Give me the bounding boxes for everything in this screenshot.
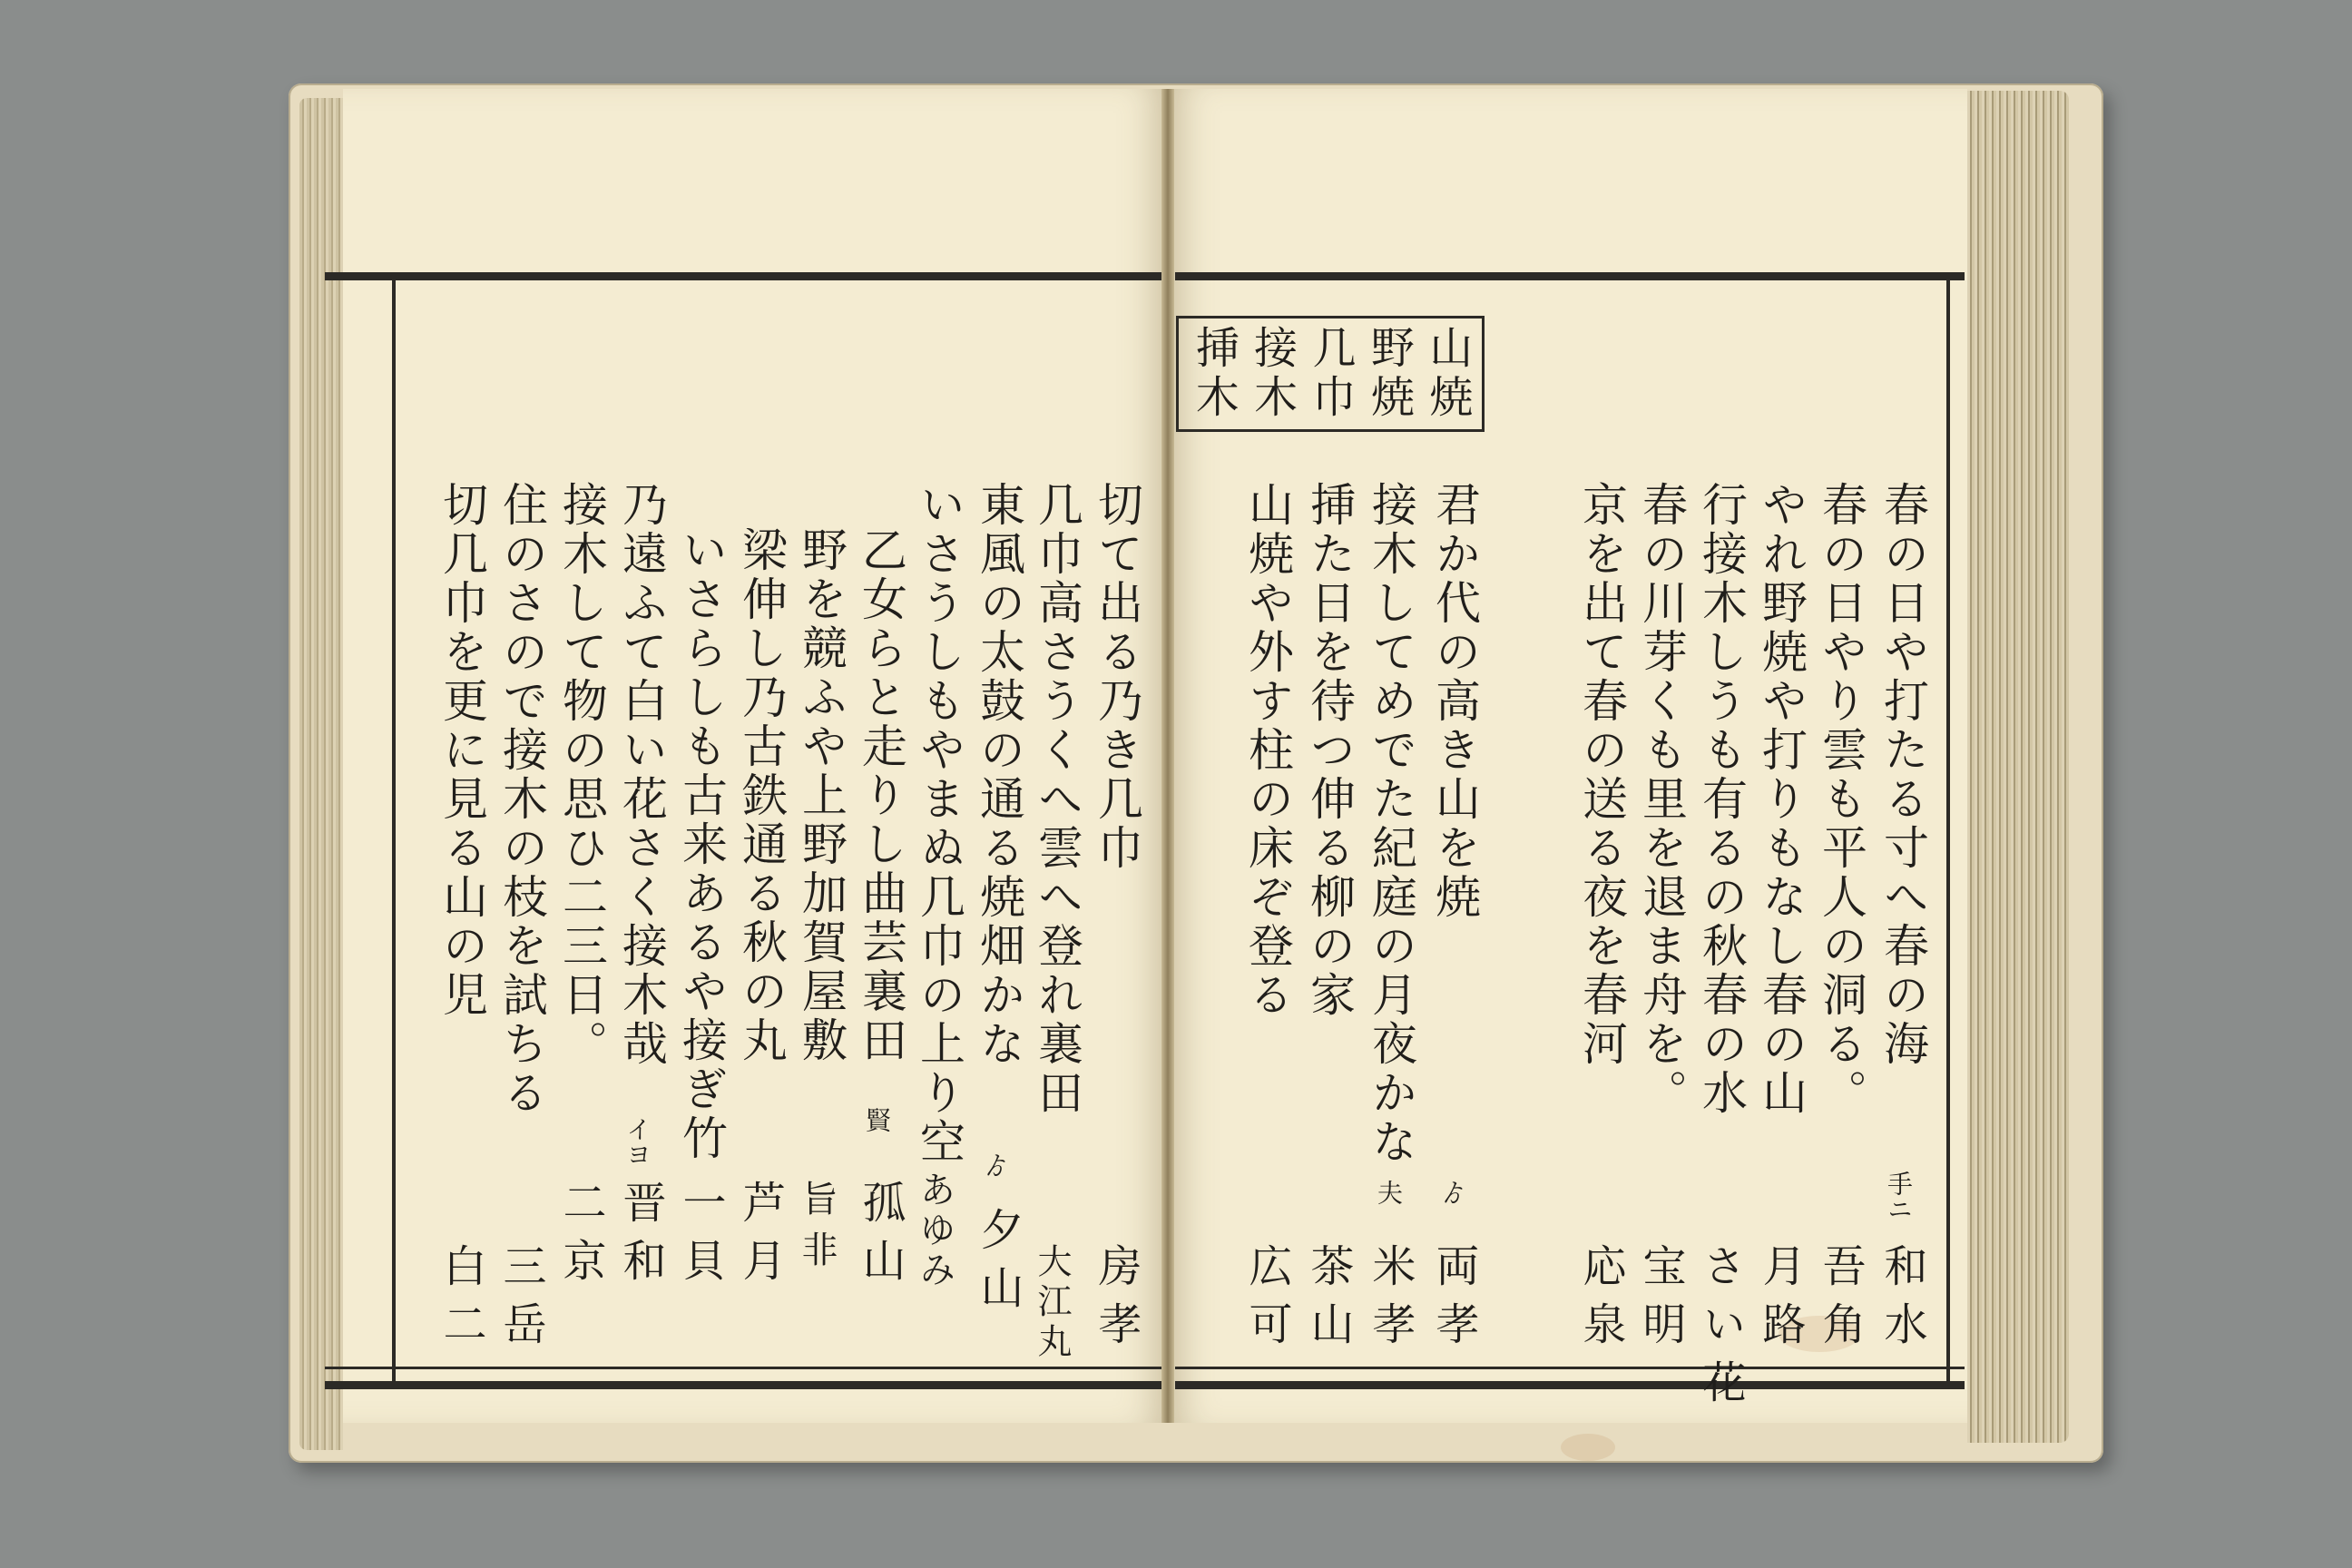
verse: 梁伸し乃古鉄通る秋の丸	[735, 526, 788, 1065]
verse: 東風の太鼓の通る焼畑かな	[973, 481, 1025, 1069]
frame-rule	[325, 1381, 1161, 1389]
verse: 切几巾を更に見る山の児	[436, 481, 488, 1020]
verse-author: 二京	[555, 1180, 606, 1296]
verse: 行接木しうも有るの秋春の水	[1695, 481, 1748, 1118]
verse: 山焼や外す柱の床ぞ登る	[1241, 481, 1294, 1020]
verse-prefix: ゟ	[1437, 1180, 1467, 1205]
frame-rule	[392, 279, 396, 1381]
verse: 接木して物の思ひ二三日。	[555, 481, 608, 1069]
frame-rule	[1175, 1381, 1965, 1389]
verse-prefix: 手ニ	[1884, 1171, 1914, 1221]
verse-author: 晋和	[615, 1180, 666, 1296]
verse-author: 孤山	[855, 1180, 906, 1296]
verse: 乙女らと走りし曲芸裏田	[855, 526, 907, 1065]
title-item: 几巾	[1304, 325, 1356, 423]
title-item: 山焼	[1421, 325, 1473, 423]
verse: 野を競ふや上野加賀屋敷	[795, 526, 848, 1065]
left-fore-edge	[299, 98, 343, 1450]
verse-author: あゆみ	[914, 1171, 956, 1290]
verse-author: 宝明	[1635, 1243, 1686, 1359]
verse: 京を出て春の送る夜を春河	[1575, 481, 1628, 1069]
frame-rule	[1175, 272, 1965, 280]
verse-author: 米孝	[1365, 1243, 1416, 1359]
verse: 切て出る乃き几巾	[1091, 481, 1143, 873]
verse: 接木してめでた紀庭の月夜かな	[1365, 481, 1417, 1167]
frame-rule	[1175, 1367, 1965, 1369]
verse-author: 旨非	[796, 1180, 838, 1281]
verse-author: さい花	[1695, 1243, 1746, 1417]
verse: 春の川芽くも里を退ま舟を。	[1635, 481, 1688, 1118]
verse-prefix: 夫	[1374, 1180, 1404, 1205]
verse-author: 房孝	[1091, 1243, 1142, 1359]
verse: いさらしも古来あるや接ぎ竹	[675, 526, 728, 1163]
title-item: 接木	[1246, 325, 1298, 423]
stain	[1561, 1434, 1615, 1461]
verse: 春の日やり雲も平人の洞る。	[1815, 481, 1867, 1118]
verse: 乃遠ふて白い花さく接木哉	[615, 481, 668, 1069]
verse-prefix: ゟ	[980, 1152, 1010, 1178]
verse-author: 芦月	[735, 1180, 786, 1296]
verse-author: 和水	[1877, 1243, 1927, 1359]
verse: いさうしもやまぬ几巾の上り空	[913, 481, 965, 1167]
verse: 挿た日を待つ伸る柳の家	[1303, 481, 1356, 1020]
verse-author: 月路	[1755, 1243, 1806, 1359]
verse-author: 茶山	[1303, 1243, 1354, 1359]
frame-rule	[325, 272, 1161, 280]
verse: 几巾高さうくへ雲へ登れ裏田	[1031, 481, 1083, 1118]
verse-author: 大江丸	[1032, 1243, 1072, 1363]
verse-author: 吾角	[1815, 1243, 1866, 1359]
verse: 君か代の高き山を焼	[1428, 481, 1481, 922]
verse-author: 広可	[1241, 1243, 1292, 1359]
verse-author: 白二	[436, 1243, 486, 1359]
right-fore-edge	[1967, 91, 2069, 1443]
verse-author: 応泉	[1575, 1243, 1626, 1359]
verse-author: 三岳	[495, 1243, 546, 1359]
verse-author: 両孝	[1428, 1243, 1479, 1359]
frame-rule	[1946, 279, 1950, 1381]
verse: やれ野焼や打りもなし春の山	[1755, 481, 1808, 1118]
frame-rule	[325, 1367, 1161, 1369]
verse-prefix: イヨ	[622, 1116, 652, 1167]
verse: 住のさので接木の枝を試ちる	[495, 481, 548, 1118]
title-item: 挿木	[1188, 325, 1240, 423]
title-cartouche	[1176, 316, 1485, 432]
verse-author: 夕山	[973, 1207, 1024, 1323]
gutter	[1161, 89, 1174, 1423]
title-item: 野焼	[1363, 325, 1415, 423]
verse-prefix: 賢	[862, 1107, 892, 1132]
verse: 春の日や打たる寸へ春の海	[1877, 481, 1929, 1069]
verse-author: 一貝	[675, 1180, 726, 1296]
